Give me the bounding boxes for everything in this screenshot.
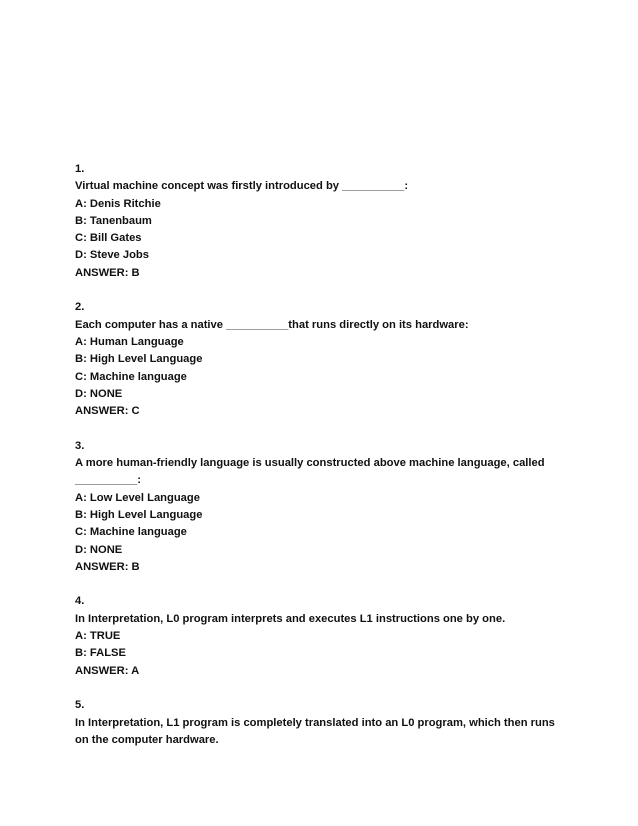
spacer: [75, 576, 565, 593]
answer-line: ANSWER: A: [75, 664, 140, 677]
question-number: 3.: [75, 439, 85, 452]
answer-line: ANSWER: B: [75, 560, 140, 573]
spacer: [75, 420, 565, 437]
question-text: In Interpretation, L1 program is completely translated into an L0 program, which then runs on the computer hardware.: [75, 716, 555, 746]
question-block: [75, 593, 565, 679]
question-block: [75, 161, 565, 282]
question-text: A more human-friendly language is usually constructed above machine language, called __________:: [75, 457, 545, 487]
option-a: A: TRUE: [75, 630, 121, 643]
question-list: [75, 161, 565, 749]
option-d: D: NONE: [75, 387, 123, 400]
option-d: D: Steve Jobs: [75, 249, 149, 262]
option-a: A: Denis Ritchie: [75, 197, 161, 210]
question-number: 2.: [75, 301, 85, 314]
option-a: A: Low Level Language: [75, 491, 200, 504]
question-text: Each computer has a native __________that runs directly on its hardware:: [75, 318, 469, 331]
answer-line: ANSWER: C: [75, 405, 140, 418]
spacer: [75, 282, 565, 299]
question-text: In Interpretation, L0 program interprets and executes L1 instructions one by one.: [75, 612, 506, 625]
question-block: [75, 697, 565, 749]
option-c: C: Bill Gates: [75, 232, 142, 245]
spacer: [75, 680, 565, 697]
option-b: B: High Level Language: [75, 353, 203, 366]
option-a: A: Human Language: [75, 335, 184, 348]
question-text: Virtual machine concept was firstly introduced by __________:: [75, 180, 409, 193]
option-b: B: Tanenbaum: [75, 214, 152, 227]
option-d: D: NONE: [75, 543, 123, 556]
question-number: 1.: [75, 163, 85, 175]
question-number: 4.: [75, 595, 85, 608]
option-c: C: Machine language: [75, 526, 187, 539]
option-b: B: FALSE: [75, 647, 126, 660]
question-block: [75, 438, 565, 576]
question-block: [75, 299, 565, 420]
question-number: 5.: [75, 699, 85, 712]
option-c: C: Machine language: [75, 370, 187, 383]
option-b: B: High Level Language: [75, 508, 203, 521]
answer-line: ANSWER: B: [75, 266, 140, 279]
